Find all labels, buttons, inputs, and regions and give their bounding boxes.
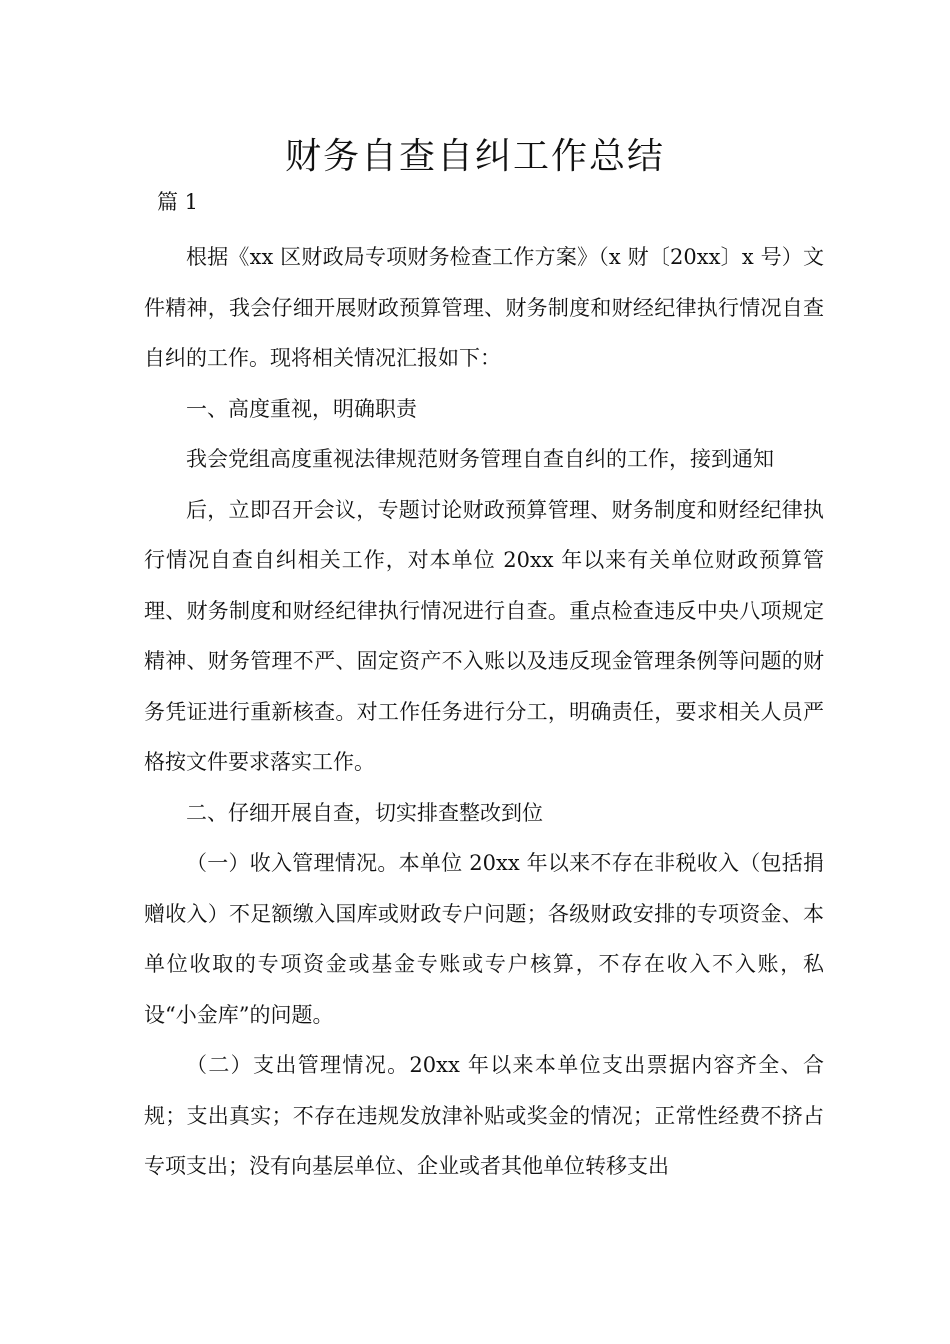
paragraph-meeting: 后，立即召开会议，专题讨论财政预算管理、财务制度和财经纪律执行情况自查自纠相关工作，对本单位 20xx 年以来有关单位财政预算管理、财务制度和财经纪律执行情况进行自查。重点检查违反中央八项规定精神、财务管理不严、固定资产不入账以及违反现金管理条例等问题的财务凭证进行重新核查。对工作任务进行分工，明确责任，要求相关人员严格按文件要求落实工作。 [144,497,824,774]
paragraph-expenditure: （二）支出管理情况。20xx 年以来本单位支出票据内容齐全、合规；支出真实；不存在违规发放津补贴或奖金的情况；正常性经费不挤占专项支出；没有向基层单位、企业或者其他单位转移支出 [144,1053,824,1178]
heading-section-1: 一、高度重视，明确职责 [186,396,417,421]
heading-section-2: 二、仔细开展自查，切实排查整改到位 [186,800,543,825]
paragraph-income: （一）收入管理情况。本单位 20xx 年以来不存在非税收入（包括捐赠收入）不足额缴入国库或财政专户问题；各级财政安排的专项资金、本单位收取的专项资金或基金专账或专户核算，不存在收入不入账，私设“小金库”的问题。 [144,851,824,1027]
paragraph-intro: 根据《xx 区财政局专项财务检查工作方案》（x 财〔20xx〕x 号）文件精神，我会仔细开展财政预算管理、财务制度和财经纪律执行情况自查自纠的工作。现将相关情况汇报如下： [144,245,824,370]
paragraph-notice: 我会党组高度重视法律规范财务管理自查自纠的工作，接到通知 [186,447,774,471]
document-title: 财务自查自纠工作总结 [284,136,665,177]
document-body [144,232,824,1192]
section-label: 篇 1 [157,190,199,214]
